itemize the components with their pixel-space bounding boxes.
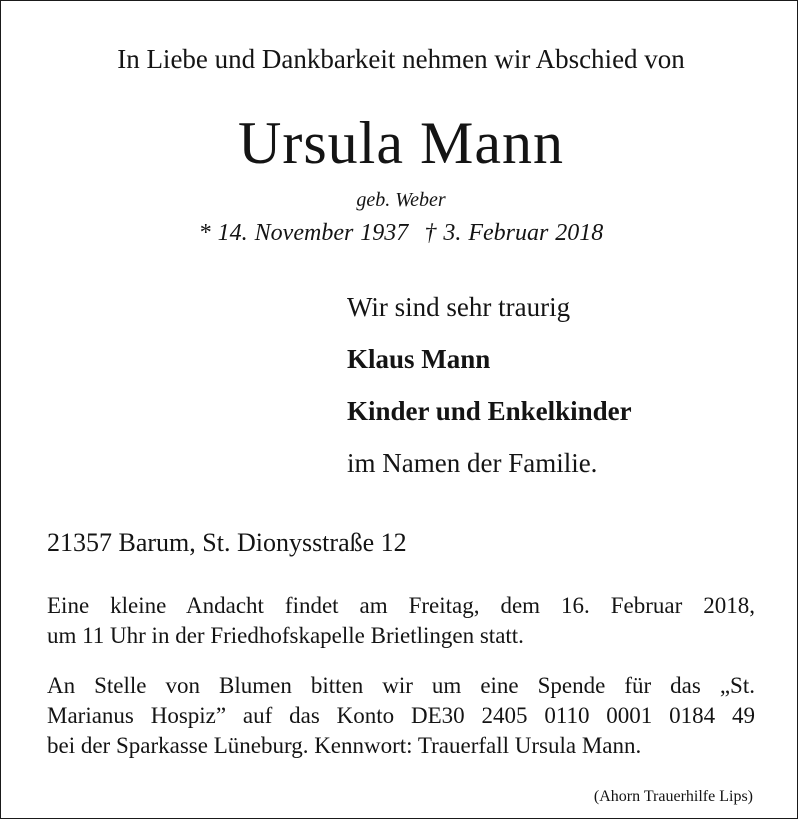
death-date: † 3. Februar 2018 — [424, 220, 604, 246]
service-line: Eine kleine Andacht findet am Freitag, dem 16. Februar 2018, — [47, 593, 755, 618]
donation-line: Marianus Hospiz” auf das Konto DE30 2405 0110 0001 0184 49 — [47, 703, 755, 728]
life-dates — [1, 217, 800, 249]
mourner-family: Kinder und Enkelkinder — [347, 396, 632, 426]
birth-date: * 14. November 1937 — [198, 220, 409, 246]
mourners-block — [347, 289, 632, 497]
funeral-home-credit: (Ahorn Trauerhilfe Lips) — [593, 788, 753, 805]
family-line: im Namen der Familie. — [347, 448, 598, 478]
mourning-line: Wir sind sehr traurig — [347, 292, 571, 322]
donation-line: bei der Sparkasse Lüneburg. Kennwort: Trauerfall Ursula Mann. — [47, 733, 642, 758]
mourner-name: Klaus Mann — [347, 344, 491, 374]
intro-text: In Liebe und Dankbarkeit nehmen wir Abschied von — [117, 44, 685, 74]
service-line: um 11 Uhr in der Friedhofskapelle Brietlingen statt. — [47, 623, 524, 648]
donation-paragraph — [47, 671, 755, 761]
deceased-name: Ursula Mann — [238, 110, 564, 176]
birth-name: geb. Weber — [356, 189, 446, 211]
donation-line: An Stelle von Blumen bitten wir um eine Spende für das „St. — [47, 673, 755, 698]
address: 21357 Barum, St. Dionysstraße 12 — [47, 528, 407, 557]
service-paragraph — [47, 591, 755, 651]
